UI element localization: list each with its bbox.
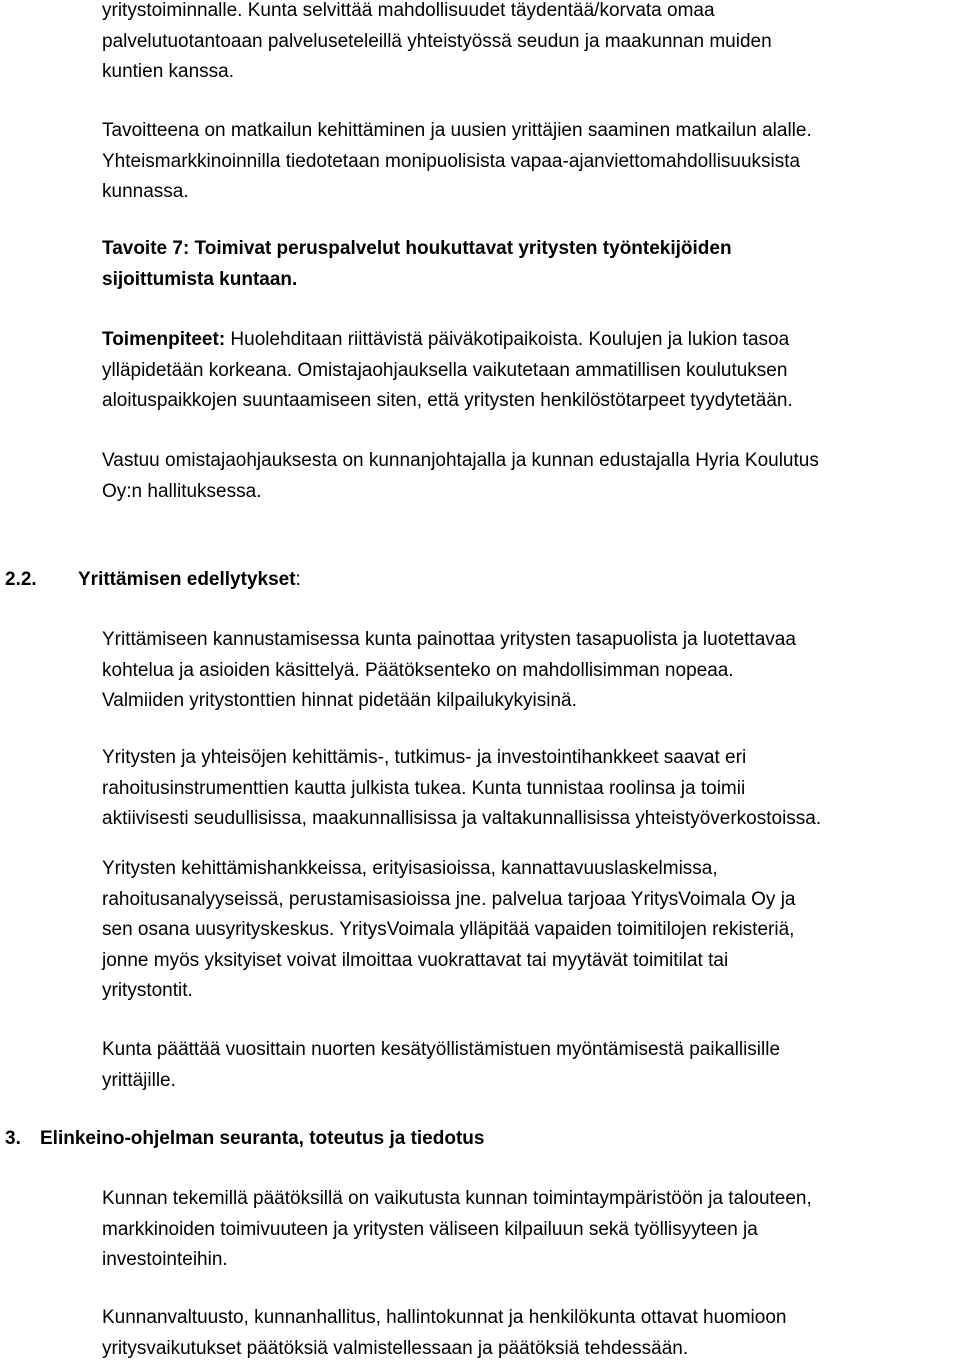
projects-paragraph <box>102 743 960 835</box>
text-line: Kunta päättää vuosittain nuorten kesätyöllistämistuen myöntämisestä paikallisille <box>102 1039 781 1060</box>
text-line: kunnassa. <box>102 181 189 202</box>
text-line: yritystoiminnalle. Kunta selvittää mahdollisuudet täydentää/korvata omaa <box>102 0 715 21</box>
text-line: Yritysten ja yhteisöjen kehittämis-, tutkimus- ja investointihankkeet saavat eri <box>102 747 747 768</box>
council-paragraph <box>102 1303 960 1364</box>
measures-paragraph <box>102 325 960 417</box>
section-number: 3. <box>5 1128 21 1149</box>
text-line: yritysvaikutukset päätöksiä valmistellessaan ja päätöksiä tehdessään. <box>102 1337 689 1359</box>
measures-first-line-text: Huolehditaan riittävistä päiväkotipaikoista. Koulujen ja lukion tasoa <box>225 329 790 350</box>
intro-paragraph <box>102 0 960 88</box>
text-line: aloituspaikkojen suuntaamiseen siten, että yritysten henkilöstötarpeet tyydytetään. <box>102 390 793 411</box>
text-line: kohtelua ja asioiden käsittelyä. Päätöksenteko on mahdollisimman nopeaa. <box>102 659 734 681</box>
text-line: yritystontit. <box>102 980 193 1001</box>
section-title: Elinkeino-ohjelman seuranta, toteutus ja tiedotus <box>40 1128 485 1149</box>
entrepreneurship-paragraph <box>102 625 960 717</box>
text-line: markkinoiden toimivuuteen ja yritysten väliseen kilpailuun sekä työllisyyteen ja <box>102 1218 758 1240</box>
text-line: Vastuu omistajaohjauksesta on kunnanjohtajalla ja kunnan edustajalla Hyria Koulutus <box>102 450 819 471</box>
text-line: Kunnan tekemillä päätöksillä on vaikutusta kunnan toimintaympäristöön ja talouteen, <box>102 1188 812 1209</box>
text-line: aktiivisesti seudullisissa, maakunnallisissa ja valtakunnallisissa yhteistyöverkostoissa. <box>102 808 822 829</box>
text-line: Yrittämiseen kannustamisessa kunta painottaa yritysten tasapuolista ja luotettavaa <box>102 629 796 650</box>
text-line: investointeihin. <box>102 1249 228 1270</box>
summer-jobs-paragraph <box>102 1035 960 1096</box>
text-line: Oy:n hallituksessa. <box>102 480 262 502</box>
text-line: Yhteismarkkinoinnilla tiedotetaan monipuolisista vapaa-ajanviettomahdollisuuksista <box>102 150 801 172</box>
goal-7-heading <box>102 234 960 295</box>
services-paragraph <box>102 854 960 1007</box>
section-number: 2.2. <box>5 569 37 590</box>
text-line: kuntien kanssa. <box>102 61 235 82</box>
tourism-paragraph <box>102 116 960 208</box>
decisions-paragraph <box>102 1184 960 1276</box>
text-line: Tavoitteena on matkailun kehittäminen ja uusien yrittäjien saaminen matkailun alalle. <box>102 120 812 141</box>
section-title-suffix: : <box>295 569 301 590</box>
responsibility-paragraph <box>102 446 960 507</box>
text-line: Tavoite 7: Toimivat peruspalvelut houkuttavat yritysten työntekijöiden <box>102 238 732 259</box>
text-line: sijoittumista kuntaan. <box>102 268 298 290</box>
text-line: Yritysten kehittämishankkeissa, erityisasioissa, kannattavuuslaskelmissa, <box>102 858 718 879</box>
text-line: palvelutuotantoaan palveluseteleillä yhteistyössä seudun ja maakunnan muiden <box>102 30 772 52</box>
text-line: rahoitusanalyyseissä, perustamisasioissa jne. palvelua tarjoaa YritysVoimala Oy ja <box>102 888 796 910</box>
measures-label: Toimenpiteet: <box>102 329 226 350</box>
text-line: ylläpidetään korkeana. Omistajaohjauksella vaikutetaan ammatillisen koulutuksen <box>102 359 788 381</box>
text-line: jonne myös yksityiset voivat ilmoittaa vuokrattavat tai myytävät toimitilat tai <box>102 949 729 971</box>
text-line: yrittäjille. <box>102 1069 176 1091</box>
text-line: Kunnanvaltuusto, kunnanhallitus, hallintokunnat ja henkilökunta ottavat huomioon <box>102 1307 787 1328</box>
text-line: sen osana uusyrityskeskus. YritysVoimala ylläpitää vapaiden toimitilojen rekisteriä, <box>102 919 795 940</box>
text-line: rahoitusinstrumenttien kautta julkista tukea. Kunta tunnistaa roolinsa ja toimii <box>102 777 746 799</box>
section-title <box>78 565 301 595</box>
measures-first-line <box>102 325 960 356</box>
section-title-text: Yrittämisen edellytykset <box>78 569 296 590</box>
text-line: Valmiiden yritystonttien hinnat pidetään kilpailukykyisinä. <box>102 690 577 711</box>
